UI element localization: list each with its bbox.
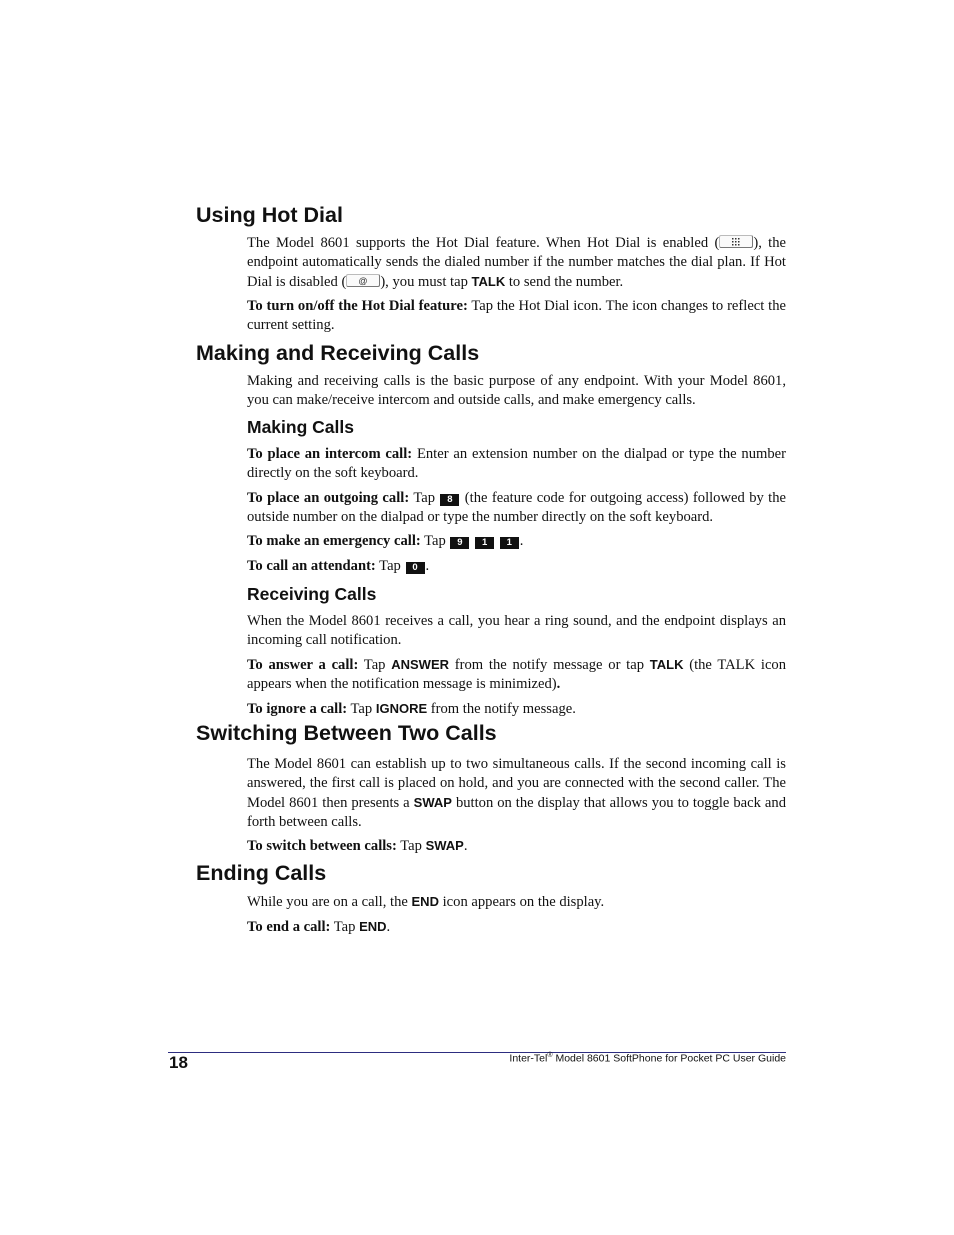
text-run: .: [519, 533, 524, 549]
instruction-label: To place an intercom call:: [247, 446, 413, 462]
section-title-ending-calls: Ending Calls: [196, 861, 327, 885]
hot-dial-toggle-instruction: [247, 297, 786, 335]
text-run: The Model 8601 can establish up to two simultaneous calls. If the second incoming call is answered, the first call is placed on hold, and you are connected with the second caller. The Model 8601 then presents a: [247, 756, 786, 811]
attendant-call-instruction: [247, 557, 786, 576]
text-run: (the feature code for outgoing access) followed by the outside number on the dialpad or type the number directly on the soft keyboard.: [247, 490, 787, 525]
answer-call-instruction: [247, 655, 786, 694]
text-run: Tap the Hot Dial icon. The icon changes to reflect the current setting.: [247, 298, 786, 333]
page-number: 18: [169, 1053, 188, 1072]
talk-key-label: TALK: [471, 274, 506, 289]
text-run: ), you must tap: [380, 274, 472, 290]
swap-key-label: SWAP: [413, 795, 452, 810]
text-run: Tap: [420, 533, 450, 549]
answer-key-label: ANSWER: [391, 657, 450, 672]
svg-text:@: @: [358, 276, 368, 286]
section-title-making-receiving: Making and Receiving Calls: [196, 341, 480, 365]
instruction-label: To answer a call:: [247, 657, 359, 673]
text-run: Tap: [347, 701, 376, 717]
text-run: Tap: [375, 558, 405, 574]
text-run: ), the endpoint automatically sends the dialed number if the number matches the dial plan. If Hot Dial is disabled (: [247, 235, 786, 290]
text-run: Tap: [409, 490, 440, 506]
key-0: 0: [406, 562, 425, 574]
key-8: 8: [440, 494, 459, 506]
end-key-label: END: [359, 919, 387, 934]
talk-key-label: TALK: [649, 657, 684, 672]
registered-mark: ®: [547, 1052, 553, 1059]
text-run: .: [386, 919, 391, 935]
text-run: The Model 8601 supports the Hot Dial feature. When Hot Dial is enabled (: [247, 235, 720, 251]
footer-guide-title: [509, 1052, 786, 1065]
instruction-label: To end a call:: [247, 919, 331, 935]
ignore-call-instruction: [247, 699, 786, 719]
hot-dial-disabled-icon: [346, 274, 380, 287]
text-run: Enter an extension number on the dialpad or type the number directly on the soft keyboard.: [247, 446, 786, 481]
key-1: 1: [475, 537, 494, 549]
text-run: While you are on a call, the: [247, 894, 412, 910]
section-title-switching-calls: Switching Between Two Calls: [196, 721, 497, 745]
instruction-label: To call an attendant:: [247, 558, 376, 574]
subsection-title-making-calls: Making Calls: [247, 417, 354, 437]
instruction-label: To turn on/off the Hot Dial feature:: [247, 298, 468, 314]
instruction-label: To switch between calls:: [247, 838, 397, 854]
hot-dial-enabled-icon: [719, 235, 753, 248]
receiving-calls-paragraph: When the Model 8601 receives a call, you hear a ring sound, and the endpoint displays an incoming call notification.: [247, 613, 786, 648]
text-run: Tap: [358, 657, 392, 673]
text-run: Model 8601 SoftPhone for Pocket PC User Guide: [552, 1052, 786, 1065]
instruction-label: To make an emergency call:: [247, 533, 421, 549]
section-title-using-hot-dial: Using Hot Dial: [196, 203, 343, 227]
switching-calls-paragraph: [247, 755, 786, 832]
intercom-call-instruction: [247, 445, 786, 483]
subsection-title-receiving-calls: Receiving Calls: [247, 584, 377, 604]
outgoing-call-instruction: [247, 489, 786, 527]
text-run: to send the number.: [505, 274, 624, 290]
instruction-label: To place an outgoing call:: [247, 490, 410, 506]
text-run: .: [556, 676, 561, 692]
emergency-call-instruction: [247, 532, 786, 551]
hot-dial-paragraph: [247, 234, 786, 292]
swap-key-label: SWAP: [425, 838, 464, 853]
text-run: icon appears on the display.: [438, 894, 605, 910]
ending-calls-paragraph: [247, 892, 786, 912]
text-run: .: [425, 558, 430, 574]
key-9: 9: [450, 537, 469, 549]
end-key-label: END: [411, 894, 439, 909]
text-run: from the notify message or tap: [449, 657, 650, 673]
key-1: 1: [500, 537, 519, 549]
text-run: button on the display that allows you to toggle back and forth between calls.: [247, 795, 786, 830]
instruction-label: To ignore a call:: [247, 701, 348, 717]
ignore-key-label: IGNORE: [375, 701, 428, 716]
text-run: (the TALK icon appears when the notification message is minimized): [247, 657, 787, 692]
making-receiving-paragraph: Making and receiving calls is the basic purpose of any endpoint. With your Model 8601, you can make/receive intercom and outside calls, and make emergency calls.: [247, 373, 786, 408]
text-run: Inter-Tel: [509, 1052, 548, 1065]
text-run: from the notify message.: [427, 701, 576, 717]
text-run: Tap: [396, 838, 426, 854]
text-run: Tap: [330, 919, 360, 935]
switch-call-instruction: [247, 836, 786, 856]
text-run: .: [463, 838, 468, 854]
end-call-instruction: [247, 917, 786, 937]
